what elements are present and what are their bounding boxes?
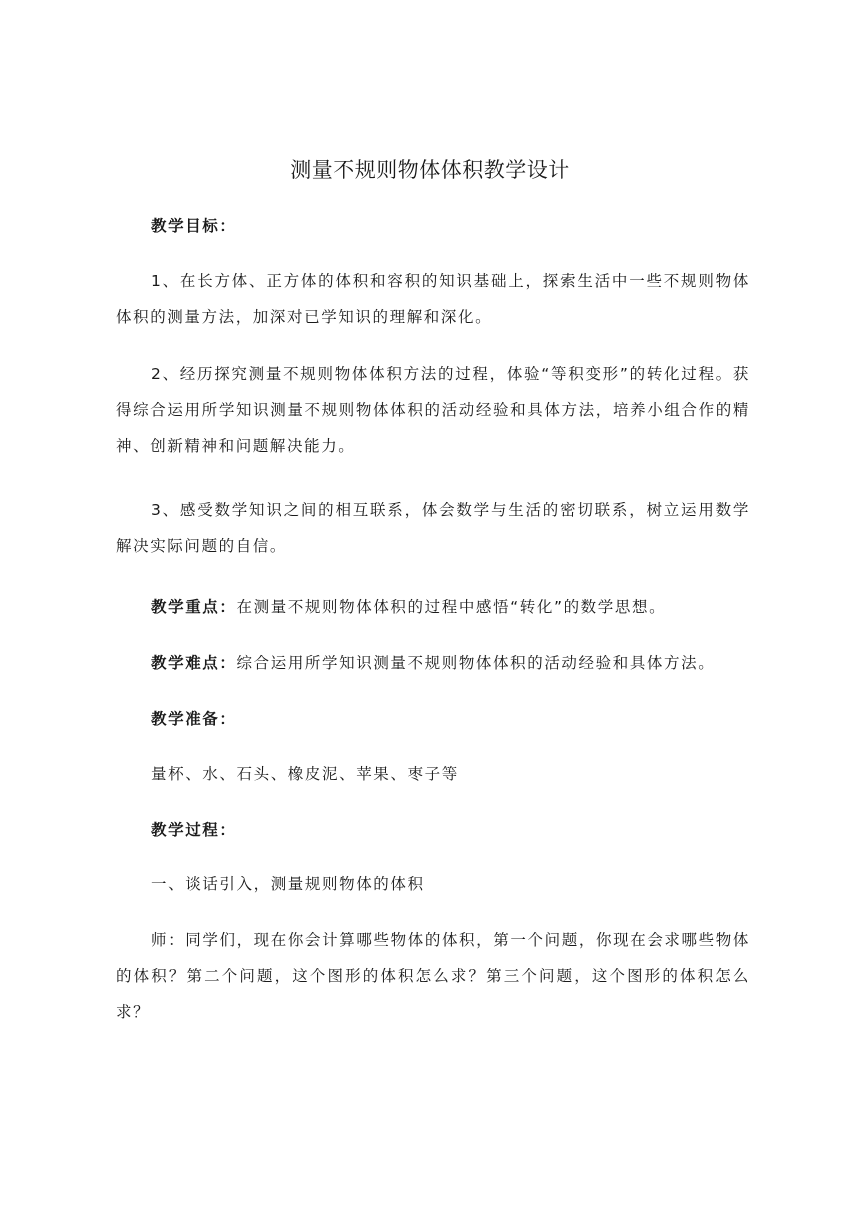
key-point-text: 在测量不规则物体体积的过程中感悟“转化”的数学思想。 xyxy=(236,598,667,616)
preparation-text: 量杯、水、石头、橡皮泥、苹果、枣子等 xyxy=(151,765,459,783)
difficulty-paragraph xyxy=(116,645,750,681)
key-point-paragraph xyxy=(116,589,750,625)
objective-2: 2、经历探究测量不规则物体体积方法的过程，体验“等积变形”的转化过程。获得综合运用所学知识测量不规则物体体积的活动经验和具体方法，培养小组合作的精神、创新精神和问题解决能力。 xyxy=(116,365,750,455)
document-title: 测量不规则物体体积教学设计 xyxy=(290,158,570,182)
section-1-heading: 一、谈话引入，测量规则物体的体积 xyxy=(151,875,425,893)
preparation-heading: 教学准备： xyxy=(151,710,237,728)
objective-3: 3、感受数学知识之间的相互联系，体会数学与生活的密切联系，树立运用数学解决实际问题的自信。 xyxy=(116,501,750,555)
key-point-label: 教学重点： xyxy=(151,598,237,616)
difficulty-label: 教学难点： xyxy=(151,654,237,672)
process-heading: 教学过程： xyxy=(151,821,237,839)
objective-1: 1、在长方体、正方体的体积和容积的知识基础上，探索生活中一些不规则物体体积的测量方法，加深对已学知识的理解和深化。 xyxy=(116,272,750,326)
teacher-speech: 师：同学们，现在你会计算哪些物体的体积，第一个问题，你现在会求哪些物体的体积？第二个问题，这个图形的体积怎么求？第三个问题，这个图形的体积怎么求？ xyxy=(116,931,750,1021)
objectives-heading: 教学目标： xyxy=(151,217,237,235)
difficulty-text: 综合运用所学知识测量不规则物体体积的活动经验和具体方法。 xyxy=(236,654,716,672)
